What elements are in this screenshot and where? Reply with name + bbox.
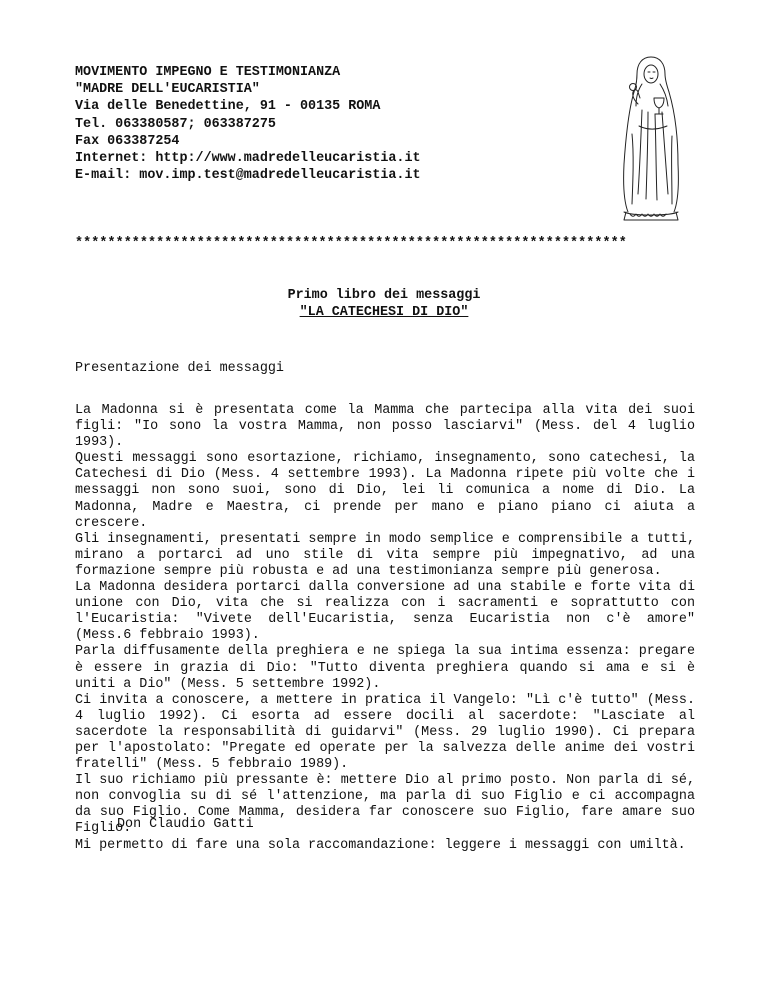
presentation-text — [75, 403, 695, 854]
org-email: E-mail: mov.imp.test@madredelleucaristia.it — [75, 168, 421, 184]
org-fax: Fax 063387254 — [75, 133, 180, 149]
paragraph: Gli insegnamenti, presentati sempre in modo semplice e comprensibile a tutti, mirano a portarci ad uno stile di vita sempre più impegnativo, ad una formazione sempre più robusta e ad una testimonianza sempre più generosa. — [75, 531, 695, 579]
paragraph: La Madonna si è presentata come la Mamma che partecipa alla vita dei suoi figli: "Io sono la vostra Mamma, non posso lasciarvi" (Mess. del 4 luglio 1993). — [75, 403, 695, 451]
org-website: Internet: http://www.madredelleucaristia.it — [75, 151, 421, 167]
book-title — [0, 287, 768, 321]
paragraph: Mi permetto di fare una sola raccomandazione: leggere i messaggi con umiltà. — [75, 837, 686, 853]
book-title-main: Primo libro dei messaggi — [287, 288, 481, 303]
section-heading: Presentazione dei messaggi — [75, 361, 284, 376]
paragraph: Il suo richiamo più pressante è: mettere Dio al primo posto. Non parla di sé, non convoglia su di sé l'attenzione, ma parla di suo Figlio e ci accompagna da suo Figlio. Come Mamma, desidera far conoscere suo Figlio, fare amare suo Figlio. — [75, 773, 695, 837]
paragraph: La Madonna desidera portarci dalla conversione ad una stabile e forte vita di unione con Dio, vita che si realizza con i sacramenti e soprattutto con l'Eucaristia: "Vivete dell'Eucaristia, senza Eucaristia non c'è amore" (Mess.6 febbraio 1993). — [75, 580, 695, 644]
paragraph: Parla diffusamente della preghiera e ne spiega la sua intima essenza: pregare è essere in grazia di Dio: "Tutto diventa preghiera quando si ama e si è uniti a Dio" (Mess. 5 settembre 1992). — [75, 644, 695, 692]
asterisk-separator: ******************************************************************** — [75, 236, 627, 251]
org-phone: Tel. 063380587; 063387275 — [75, 116, 276, 132]
paragraph: Questi messaggi sono esortazione, richiamo, insegnamento, sono catechesi, la Catechesi di Dio (Mess. 4 settembre 1993). La Madonna ripete più volte che i messaggi non sono suoi, sono di Dio, lei li comunica a nome di Dio. La Madonna, Madre e Maestra, ci prende per mano e piano piano ci aiuta a crescere. — [75, 451, 695, 531]
book-title-subtitle: "LA CATECHESI DI DIO" — [299, 305, 469, 321]
signature: Don Claudio Gatti — [117, 817, 254, 832]
org-subtitle: "MADRE DELL'EUCARISTIA" — [75, 82, 260, 98]
letterhead — [75, 64, 421, 184]
madonna-statue-illustration — [612, 54, 690, 224]
org-address: Via delle Benedettine, 91 - 00135 ROMA — [75, 99, 381, 115]
paragraph: Ci invita a conoscere, a mettere in pratica il Vangelo: "Lì c'è tutto" (Mess. 4 luglio 1992). Ci esorta ad essere docili al sacerdote: "Lasciate al sacerdote la responsabilità di guidarvi" (Mess. 29 luglio 1990). Ci prepara per l'apostolato: "Pregate ed operate per la salvezza delle anime dei vostri fratelli" (Mess. 5 febbraio 1989). — [75, 692, 695, 773]
org-name: MOVIMENTO IMPEGNO E TESTIMONIANZA — [75, 65, 341, 80]
